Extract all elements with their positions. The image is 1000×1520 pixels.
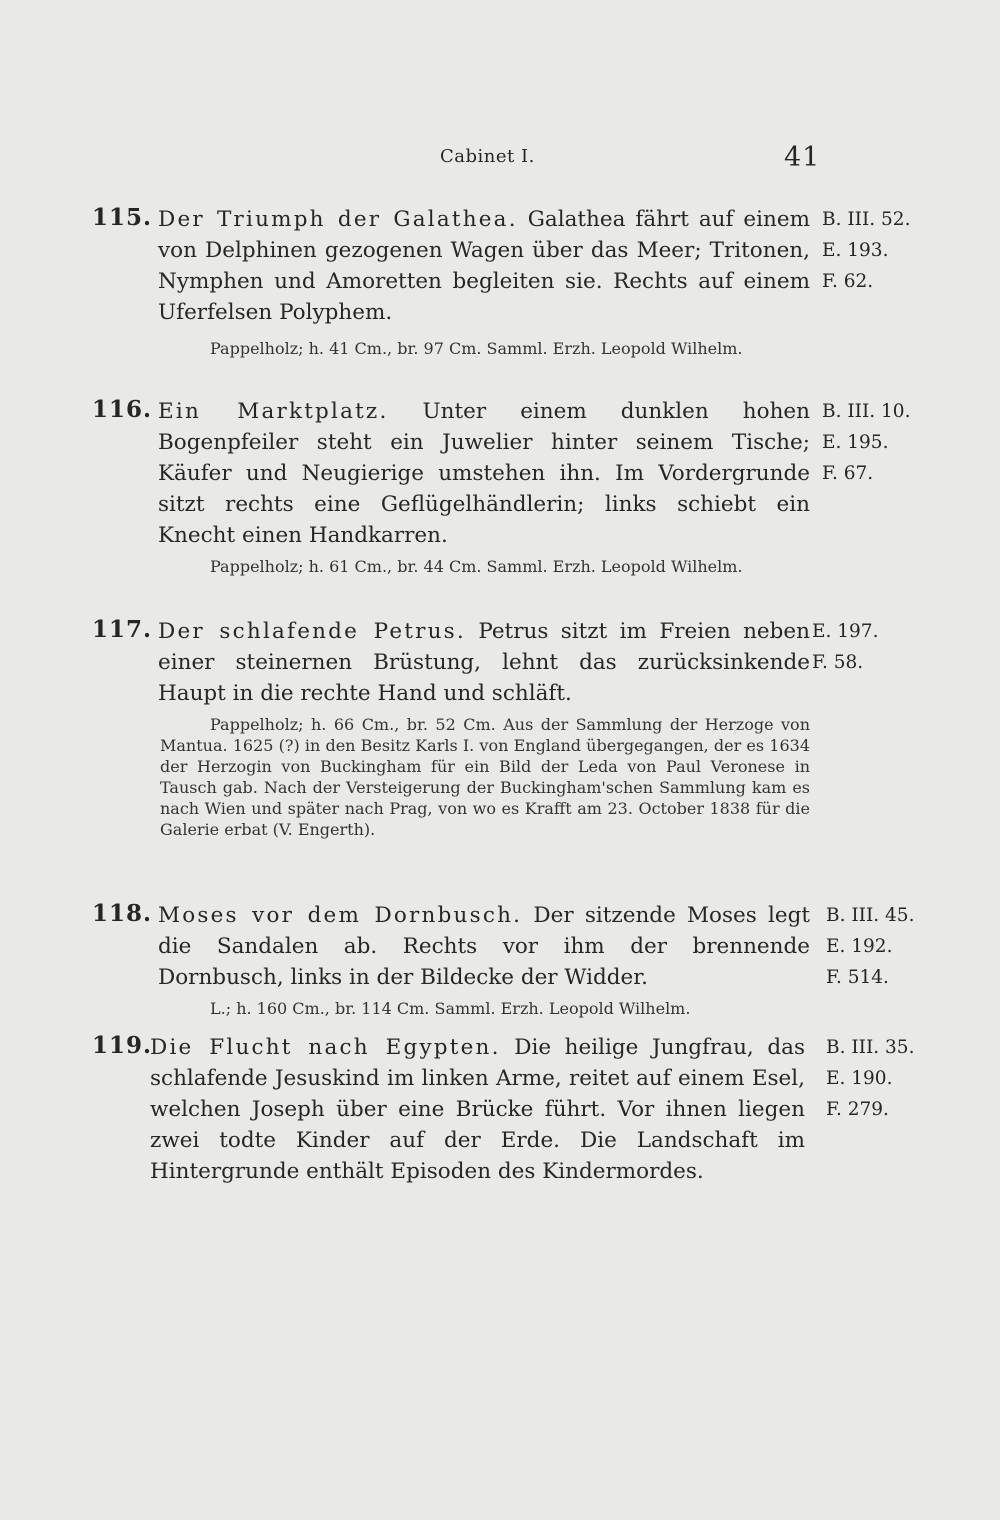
entry-title: Der schlafende Petrus.: [158, 619, 466, 644]
reference: E. 197.: [812, 621, 879, 642]
entry-note: Pappelholz; h. 61 Cm., br. 44 Cm. Samml. Erzh. Leopold Wilhelm.: [210, 557, 743, 576]
page-number: 41: [784, 142, 821, 173]
entry-title: Ein Marktplatz.: [158, 399, 389, 424]
entry-text: [150, 1032, 805, 1187]
reference-list: [826, 900, 914, 993]
reference: B. III. 52.: [822, 209, 911, 230]
entry-text: [158, 900, 810, 993]
entry-text: [158, 396, 810, 551]
entry-description: Die heilige Jungfrau, das schlafende Jesuskind im linken Arme, reitet auf einem Esel, welchen Joseph über eine Brücke führt. Vor ihnen liegen zwei todte Kinder auf der Erde. Die Landschaft im Hintergrunde enthält Episoden des Kindermordes.: [150, 1035, 805, 1184]
entry-description: Petrus sitzt im Freien neben einer steinernen Brüstung, lehnt das zurücksinkende Haupt in die rechte Hand und schläft.: [158, 619, 810, 706]
reference-list: [822, 396, 910, 489]
entry-number: 115.: [92, 204, 153, 231]
entry-title: Der Triumph der Galathea.: [158, 207, 518, 232]
reference: F. 67.: [822, 463, 874, 484]
entry-note: Pappelholz; h. 66 Cm., br. 52 Cm. Aus der Sammlung der Herzoge von Mantua. 1625 (?) in den Besitz Karls I. von England übergegangen, der es 1634 der Herzogin von Buckingham für ein Bild der Leda von Paul Veronese in Tausch gab. Nach der Versteigerung der Buckingham'schen Sammlung kam es nach Wien und später nach Prag, von wo es Krafft am 23. October 1838 für die Galerie erbat (V. Engerth).: [160, 715, 810, 839]
reference: B. III. 10.: [822, 401, 911, 422]
reference: F. 279.: [826, 1099, 889, 1120]
reference: B. III. 35.: [826, 1037, 915, 1058]
entry-note: Pappelholz; h. 41 Cm., br. 97 Cm. Samml. Erzh. Leopold Wilhelm.: [210, 339, 743, 358]
entry-number: 118.: [92, 900, 153, 927]
reference: E. 190.: [826, 1068, 893, 1089]
reference: F. 62.: [822, 271, 874, 292]
entry-text: [158, 204, 810, 328]
entry-description: Galathea fährt auf einem von Delphinen gezogenen Wagen über das Meer; Tritonen, Nymphen und Amoretten begleiten sie. Rechts auf einem Uferfelsen Polyphem.: [158, 207, 810, 325]
reference-list: [822, 204, 910, 297]
reference: E. 193.: [822, 240, 889, 261]
entry-text: [158, 616, 810, 709]
reference: F. 58.: [812, 652, 864, 673]
entry-number: 117.: [92, 616, 153, 643]
entry-description: Der sitzende Moses legt die Sandalen ab. Rechts vor ihm der brennende Dornbusch, links in der Bildecke der Widder.: [158, 903, 810, 990]
entry-number: 116.: [92, 396, 153, 423]
entry-title: Die Flucht nach Egypten.: [150, 1035, 501, 1060]
reference-list: [826, 1032, 914, 1125]
reference: E. 192.: [826, 936, 893, 957]
reference: F. 514.: [826, 967, 889, 988]
reference: E. 195.: [822, 432, 889, 453]
running-title: Cabinet I.: [440, 146, 535, 167]
reference-list: [812, 616, 878, 678]
entry-number: 119.: [92, 1032, 153, 1059]
reference: B. III. 45.: [826, 905, 915, 926]
entry-note: L.; h. 160 Cm., br. 114 Cm. Samml. Erzh. Leopold Wilhelm.: [210, 999, 691, 1018]
entry-description: Unter einem dunklen hohen Bogenpfeiler steht ein Juwelier hinter seinem Tische; Käufer und Neugierige umstehen ihn. Im Vordergrunde sitzt rechts eine Geflügelhändlerin; links schiebt ein Knecht einen Handkarren.: [158, 399, 810, 548]
entry-title: Moses vor dem Dornbusch.: [158, 903, 523, 928]
page-header: [0, 142, 1000, 186]
